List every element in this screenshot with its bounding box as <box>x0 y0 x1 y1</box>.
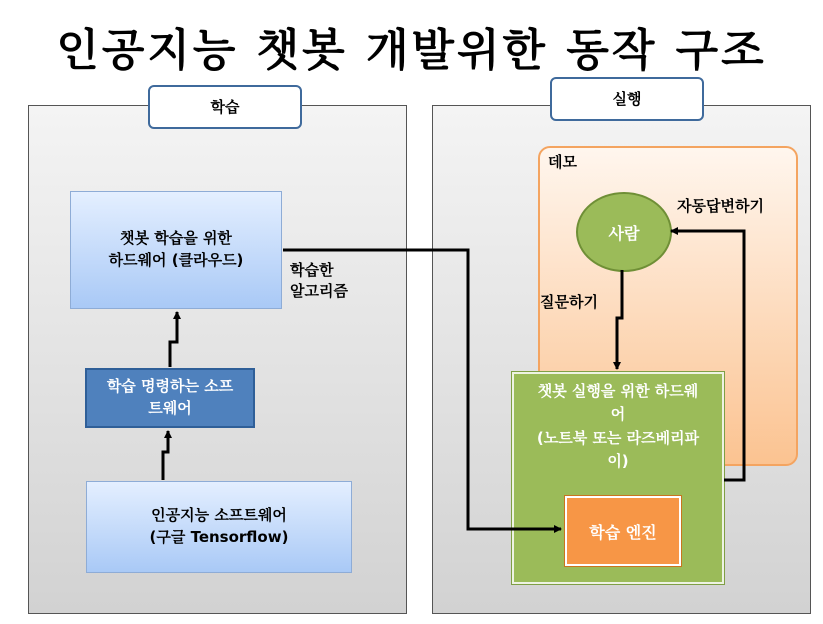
execution-hardware-line4: 이) <box>607 451 629 470</box>
ai-software-line1: 인공지능 소프트웨어 <box>151 506 287 525</box>
learning-tab: 학습 <box>148 85 302 129</box>
ai-software-line2: (구글 Tensorflow) <box>149 528 289 546</box>
learning-engine-box: 학습 엔진 <box>565 496 681 566</box>
learned-algorithm-line2: 알고리즘 <box>290 282 348 300</box>
arrow-ai-to-command <box>163 431 168 480</box>
arrow-hardware-to-person <box>671 231 744 480</box>
execution-hardware-line1: 챗봇 실행을 위한 하드웨 <box>537 382 699 400</box>
page-title: 인공지능 챗봇 개발위한 동작 구조 <box>56 25 767 76</box>
auto-answer-label: 자동답변하기 <box>677 197 764 215</box>
person-node: 사람 <box>576 192 672 272</box>
execution-tab: 실행 <box>550 77 704 121</box>
arrow-person-to-hardware <box>617 270 622 369</box>
learned-algorithm-line1: 학습한 <box>290 261 334 279</box>
learning-hardware-line1: 챗봇 학습을 위한 <box>120 229 232 248</box>
question-label: 질문하기 <box>540 293 598 311</box>
demo-label: 데모 <box>548 153 577 171</box>
execution-hardware-line2: 어 <box>610 405 626 424</box>
learning-command-line2: 트웨어 <box>148 399 192 417</box>
arrow-command-to-hardware <box>170 312 177 367</box>
arrow-hardware-to-engine <box>283 250 561 529</box>
learning-hardware-line2: 하드웨어 (클라우드) <box>108 251 244 269</box>
learning-command-line1: 학습 명령하는 소프 <box>106 377 234 396</box>
execution-hardware-line3: (노트북 또는 라즈베리파 <box>536 428 700 447</box>
